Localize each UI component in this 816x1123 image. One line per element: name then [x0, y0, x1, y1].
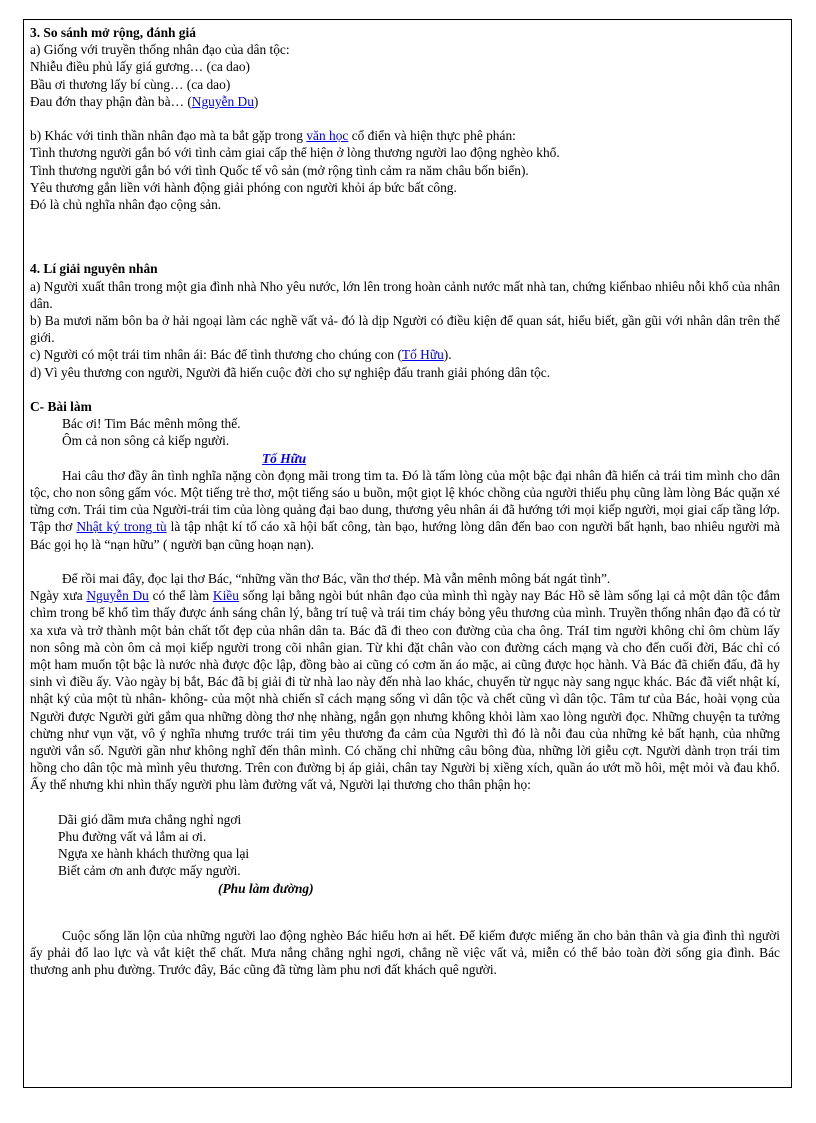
s3-b-line-1: Tình thương người gắn bó với tình cảm giai cấp thể hiện ở lòng thương người lao động nghèo khổ.: [30, 145, 560, 161]
s3-b-intro: [30, 127, 780, 144]
section-c-heading: C- Bài làm: [30, 399, 92, 415]
spacer: [30, 553, 780, 570]
link-nguyen-du[interactable]: Nguyễn Du: [191, 93, 254, 109]
s3-a-line-3: [30, 93, 780, 110]
s4-item-c: [30, 346, 780, 363]
spacer: [30, 794, 780, 811]
spacer: [30, 381, 780, 398]
link-to-huu-author[interactable]: Tố Hữu: [262, 450, 307, 466]
s4-item-b: b) Ba mươi năm bôn ba ở hải ngoại làm các nghề vất vả- đó là dịp Người có điều kiện để quan sát, hiểu biết, gần gũi với nhân dân trên thế giới.: [30, 313, 780, 346]
s3-b-intro-end: cổ điển và hiện thực phê phán:: [348, 128, 516, 144]
paragraph-3: Cuộc sống lăn lộn của những người lao động nghèo Bác hiểu hơn ai hết. Để kiếm được miếng ăn cho bản thân và gia đình thì người ấy phải đổ lao lực và vắt kiệt thể chất. Mưa nắng chẳng nghỉ ngơi, chẳng nề việc vất vả, miễn có thể bảo toàn đời sống gia đình. Bác thương anh phu đường. Trước đây, Bác cũng đã từng làm phu nơi đất khách quê người.: [30, 927, 780, 978]
paragraph-2-mid: có thể làm: [148, 588, 213, 604]
poem2-line-3: Ngựa xe hành khách thường qua lại: [58, 846, 250, 862]
poem2-title: (Phu làm đường): [218, 880, 314, 896]
paragraph-1-text: Hai câu thơ đầy ân tình nghĩa nặng còn đọng mãi trong tim ta. Đó là tấm lòng của một bậc đại nhân đã hiến cả trái tim mình cho dân tộc, cho non sông gấm vóc. Một tiếng trẻ thơ, một tiếng sáo u buồn, một giọt lệ khóc chồng của người thiếu phụ cũng làm lòng Bác quặn xé từng cơn. Trái tim của Người-trái tim của lòng quảng đại bao dung, thương yêu nhân ái đã hướng tới mọi kiếp người, mọi giai cấp tầng lớp. Tập thơ: [30, 467, 780, 535]
document-body: [30, 24, 780, 1086]
s3-a-line-3-close: ): [253, 93, 259, 109]
s3-a-line-1: Nhiễu điều phủ lấy giá gương… (ca dao): [30, 59, 250, 75]
s3-b-line-2: Tình thương người gắn bó với tình Quốc tế vô sản (mở rộng tình cảm ra năm châu bốn biển).: [30, 162, 529, 178]
section-4-heading: 4. Lí giải nguyên nhân: [30, 261, 158, 277]
s4-item-c-text: c) Người có một trái tim nhân ái: Bác để tình thương cho chúng con (: [30, 347, 402, 363]
spacer: [30, 897, 780, 927]
paragraph-2-first-line: Để rồi mai đây, đọc lại thơ Bác, “những vần thơ Bác, vần thơ thép. Mà vẫn mênh mông bát ngát tình”.: [62, 571, 611, 587]
s4-item-a: a) Người xuất thân trong một gia đình nhà Nho yêu nước, lớn lên trong hoàn cảnh nước mất nhà tan, chứng kiếnbao nhiêu nỗi khổ của nhân dân.: [30, 278, 780, 311]
spacer: [30, 110, 780, 127]
poem-line-1: Bác ơi! Tim Bác mênh mông thế.: [62, 416, 241, 432]
spacer: [30, 213, 780, 243]
link-nguyen-du-2[interactable]: Nguyễn Du: [86, 588, 149, 604]
paragraph-1: [30, 467, 780, 553]
paragraph-2-text: sống lại bằng ngòi bút nhân đạo của mình thì ngày nay Bác Hồ sẽ làm sống lại cả một dân tộc đắm chìm trong bể khổ tìm thấy được ánh sáng chân lý, bằng trí tuệ và trái tim cháy bỏng yêu thương của mình. Truyền thống nhân đạo đã có từ xa xưa và trở thành một bản chất tốt đẹp của nhân dân ta. Bác đã đi theo con đường của cha ông. TráI tim người không chỉ ôm chùm lấy non sông mà còn ôm cả mọi kiếp người trong cõi nhân gian. Từ khi đặt chân vào con đường cách mạng và cho đến cuối đời, Bác chỉ có một ham muốn tột bậc là nước nhà được độc lập, đồng bào ai cũng có cơm ăn áo mặc, ai cũng được học hành. Và Bác đã chiến đấu, đã hy sinh vì điều ấy. Vào ngày bị bắt, Bác đã bị giải đi từ nhà lao này đến nhà lao khác, chuyển từ ngục này sang ngục khác. Bác đã viết nhật kí, nhật ký của một tù nhân- không- của một nhà chiến sĩ cách mạng sống vì dân tộc và chết cũng vì dân tộc. Tâm tư của Bác, hoài vọng của Người được Người gửi gắm qua những dòng thơ nhẹ nhàng, ngắn gọn nhưng không khỏi làm xao lòng người đọc. Những chuyện ta tưởng chừng như vụn vặt, vô ý nghĩa nhưng trước trái tim yêu thương đa cảm của Người thì đó là nỗi đau của những kẻ bất hạnh, của những người vắn số. Người gần như không nghĩ đến thân mình. Có chăng chỉ những câu bông đùa, những lời giễu cợt. Người dành trọn trái tim hồng cho dân tộc mà mình yêu thương. Trên con đường bị áp giải, chân tay Người bị xiềng xích, quần áo ướt mồ hôi, mệt mỏi và đau khổ. Ấy thế nhưng khi nhìn thấy người phu làm đường vất vả, Người lại thương cho thân phận họ:: [30, 588, 780, 793]
link-kieu[interactable]: Kiều: [212, 588, 239, 604]
s3-b-line-3: Yêu thương gắn liền với hành động giải phóng con người khỏi áp bức bất công.: [30, 179, 457, 195]
section-3-heading: 3. So sánh mở rộng, đánh giá: [30, 25, 196, 40]
poem-line-2: Ôm cả non sông cả kiếp người.: [62, 433, 230, 449]
s3-b-intro-text: b) Khác với tinh thần nhân đạo mà ta bắt gặp trong: [30, 128, 307, 144]
poem2-line-2: Phu đường vất vả lắm ai ơi.: [58, 829, 207, 845]
link-nhat-ky-trong-tu[interactable]: Nhật ký trong tù: [76, 519, 167, 535]
poem-author: [30, 450, 780, 467]
s4-item-d: d) Vì yêu thương con người, Người đã hiến cuộc đời cho sự nghiệp đấu tranh giải phóng dân tộc.: [30, 364, 551, 380]
paragraph-2-start: Ngày xưa: [30, 588, 87, 604]
s4-item-c-end: ).: [443, 347, 452, 363]
paragraph-1-end: là tập nhật kí tố cáo xã hội bất công, tàn bạo, hướng lòng dân đến bao con người bất hạnh, bao nhiêu người mà Bác gọi họ là “nạn hữu” ( người bạn cũng hoạn nạn).: [30, 519, 780, 552]
s3-a-intro: a) Giống với truyền thống nhân đạo của dân tộc:: [30, 42, 290, 58]
spacer: [30, 243, 780, 260]
s3-b-line-4: Đó là chủ nghĩa nhân đạo cộng sản.: [30, 197, 222, 213]
paragraph-2: [30, 587, 780, 793]
poem2-line-4: Biết cảm ơn anh được mấy người.: [58, 863, 241, 879]
s3-a-line-3-text: Đau đớn thay phận đàn bà… (: [30, 93, 192, 109]
link-van-hoc[interactable]: văn học: [306, 128, 349, 144]
link-to-huu[interactable]: Tố Hữu: [401, 347, 444, 363]
poem2-line-1: Dãi gió dầm mưa chẳng nghỉ ngơi: [58, 811, 242, 827]
s3-a-line-2: Bầu ơi thương lấy bí cùng… (ca dao): [30, 76, 231, 92]
